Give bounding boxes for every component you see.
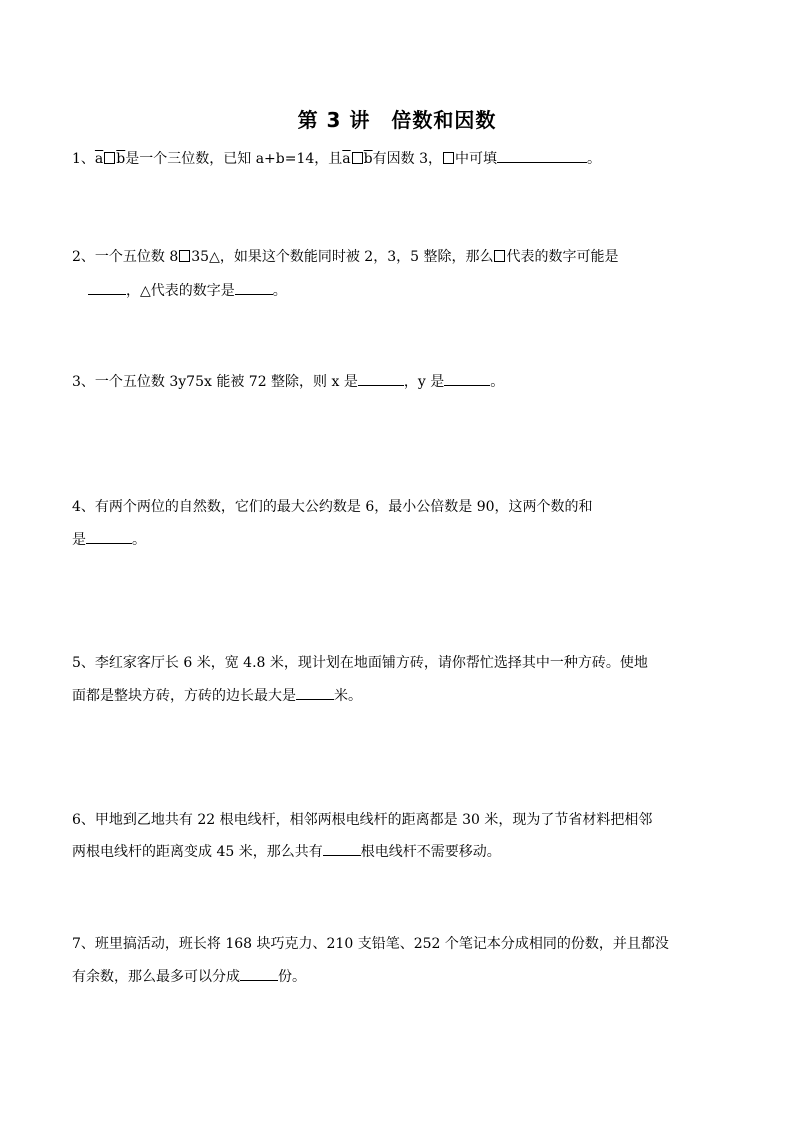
question-5-line-2: 面都是整块方砖，方砖的边长最大是 米。 xyxy=(72,685,362,707)
answer-blank[interactable] xyxy=(235,280,273,295)
answer-blank[interactable] xyxy=(240,966,278,981)
question-2-line-1: 2、一个五位数 8 35△，如果这个数能同时被 2，3，5 整除，那么 代表的数字可能是 xyxy=(72,249,619,265)
box-symbol xyxy=(494,250,505,262)
question-4-line-2: 是 。 xyxy=(72,529,146,551)
answer-blank[interactable] xyxy=(86,529,132,544)
question-7-line-1: 7、班里搞活动，班长将 168 块巧克力、210 支铅笔、252 个笔记本分成相同的份数，并且都没 xyxy=(72,936,669,952)
answer-blank[interactable] xyxy=(444,371,490,386)
answer-blank[interactable] xyxy=(88,280,126,295)
answer-blank[interactable] xyxy=(358,371,404,386)
page-title: 第 3 讲 倍数和因数 xyxy=(297,108,497,132)
overlined-number: a b xyxy=(342,151,373,167)
question-6-line-1: 6、甲地到乙地共有 22 根电线杆，相邻两根电线杆的距离都是 30 米，现为了节省材料把相邻 xyxy=(72,812,653,828)
question-6-line-2: 两根电线杆的距离变成 45 米，那么共有 根电线杆不需要移动。 xyxy=(72,841,501,863)
q1-number: 1、 xyxy=(72,151,95,167)
question-5-line-1: 5、李红家客厅长 6 米，宽 4.8 米，现计划在地面铺方砖，请你帮忙选择其中一种方砖。使地 xyxy=(72,655,648,671)
box-symbol xyxy=(352,152,363,164)
overlined-number: a b xyxy=(94,151,126,167)
box-symbol xyxy=(104,152,115,164)
question-2-line-2: ，△代表的数字是 。 xyxy=(88,280,287,302)
answer-blank[interactable] xyxy=(497,148,587,163)
question-4-line-1: 4、有两个两位的自然数，它们的最大公约数是 6，最小公倍数是 90，这两个数的和 xyxy=(72,499,593,515)
question-3: 3、一个五位数 3y75x 能被 72 整除，则 x 是 ，y 是 。 xyxy=(72,371,504,393)
question-1: 1、a b是一个三位数，已知 a+b=14，且a b有因数 3， 中可填 。 xyxy=(72,148,601,170)
answer-blank[interactable] xyxy=(323,841,361,856)
answer-blank[interactable] xyxy=(296,685,334,700)
box-symbol xyxy=(179,250,190,262)
question-7-line-2: 有余数，那么最多可以分成 份。 xyxy=(72,966,306,988)
box-symbol xyxy=(443,152,454,164)
